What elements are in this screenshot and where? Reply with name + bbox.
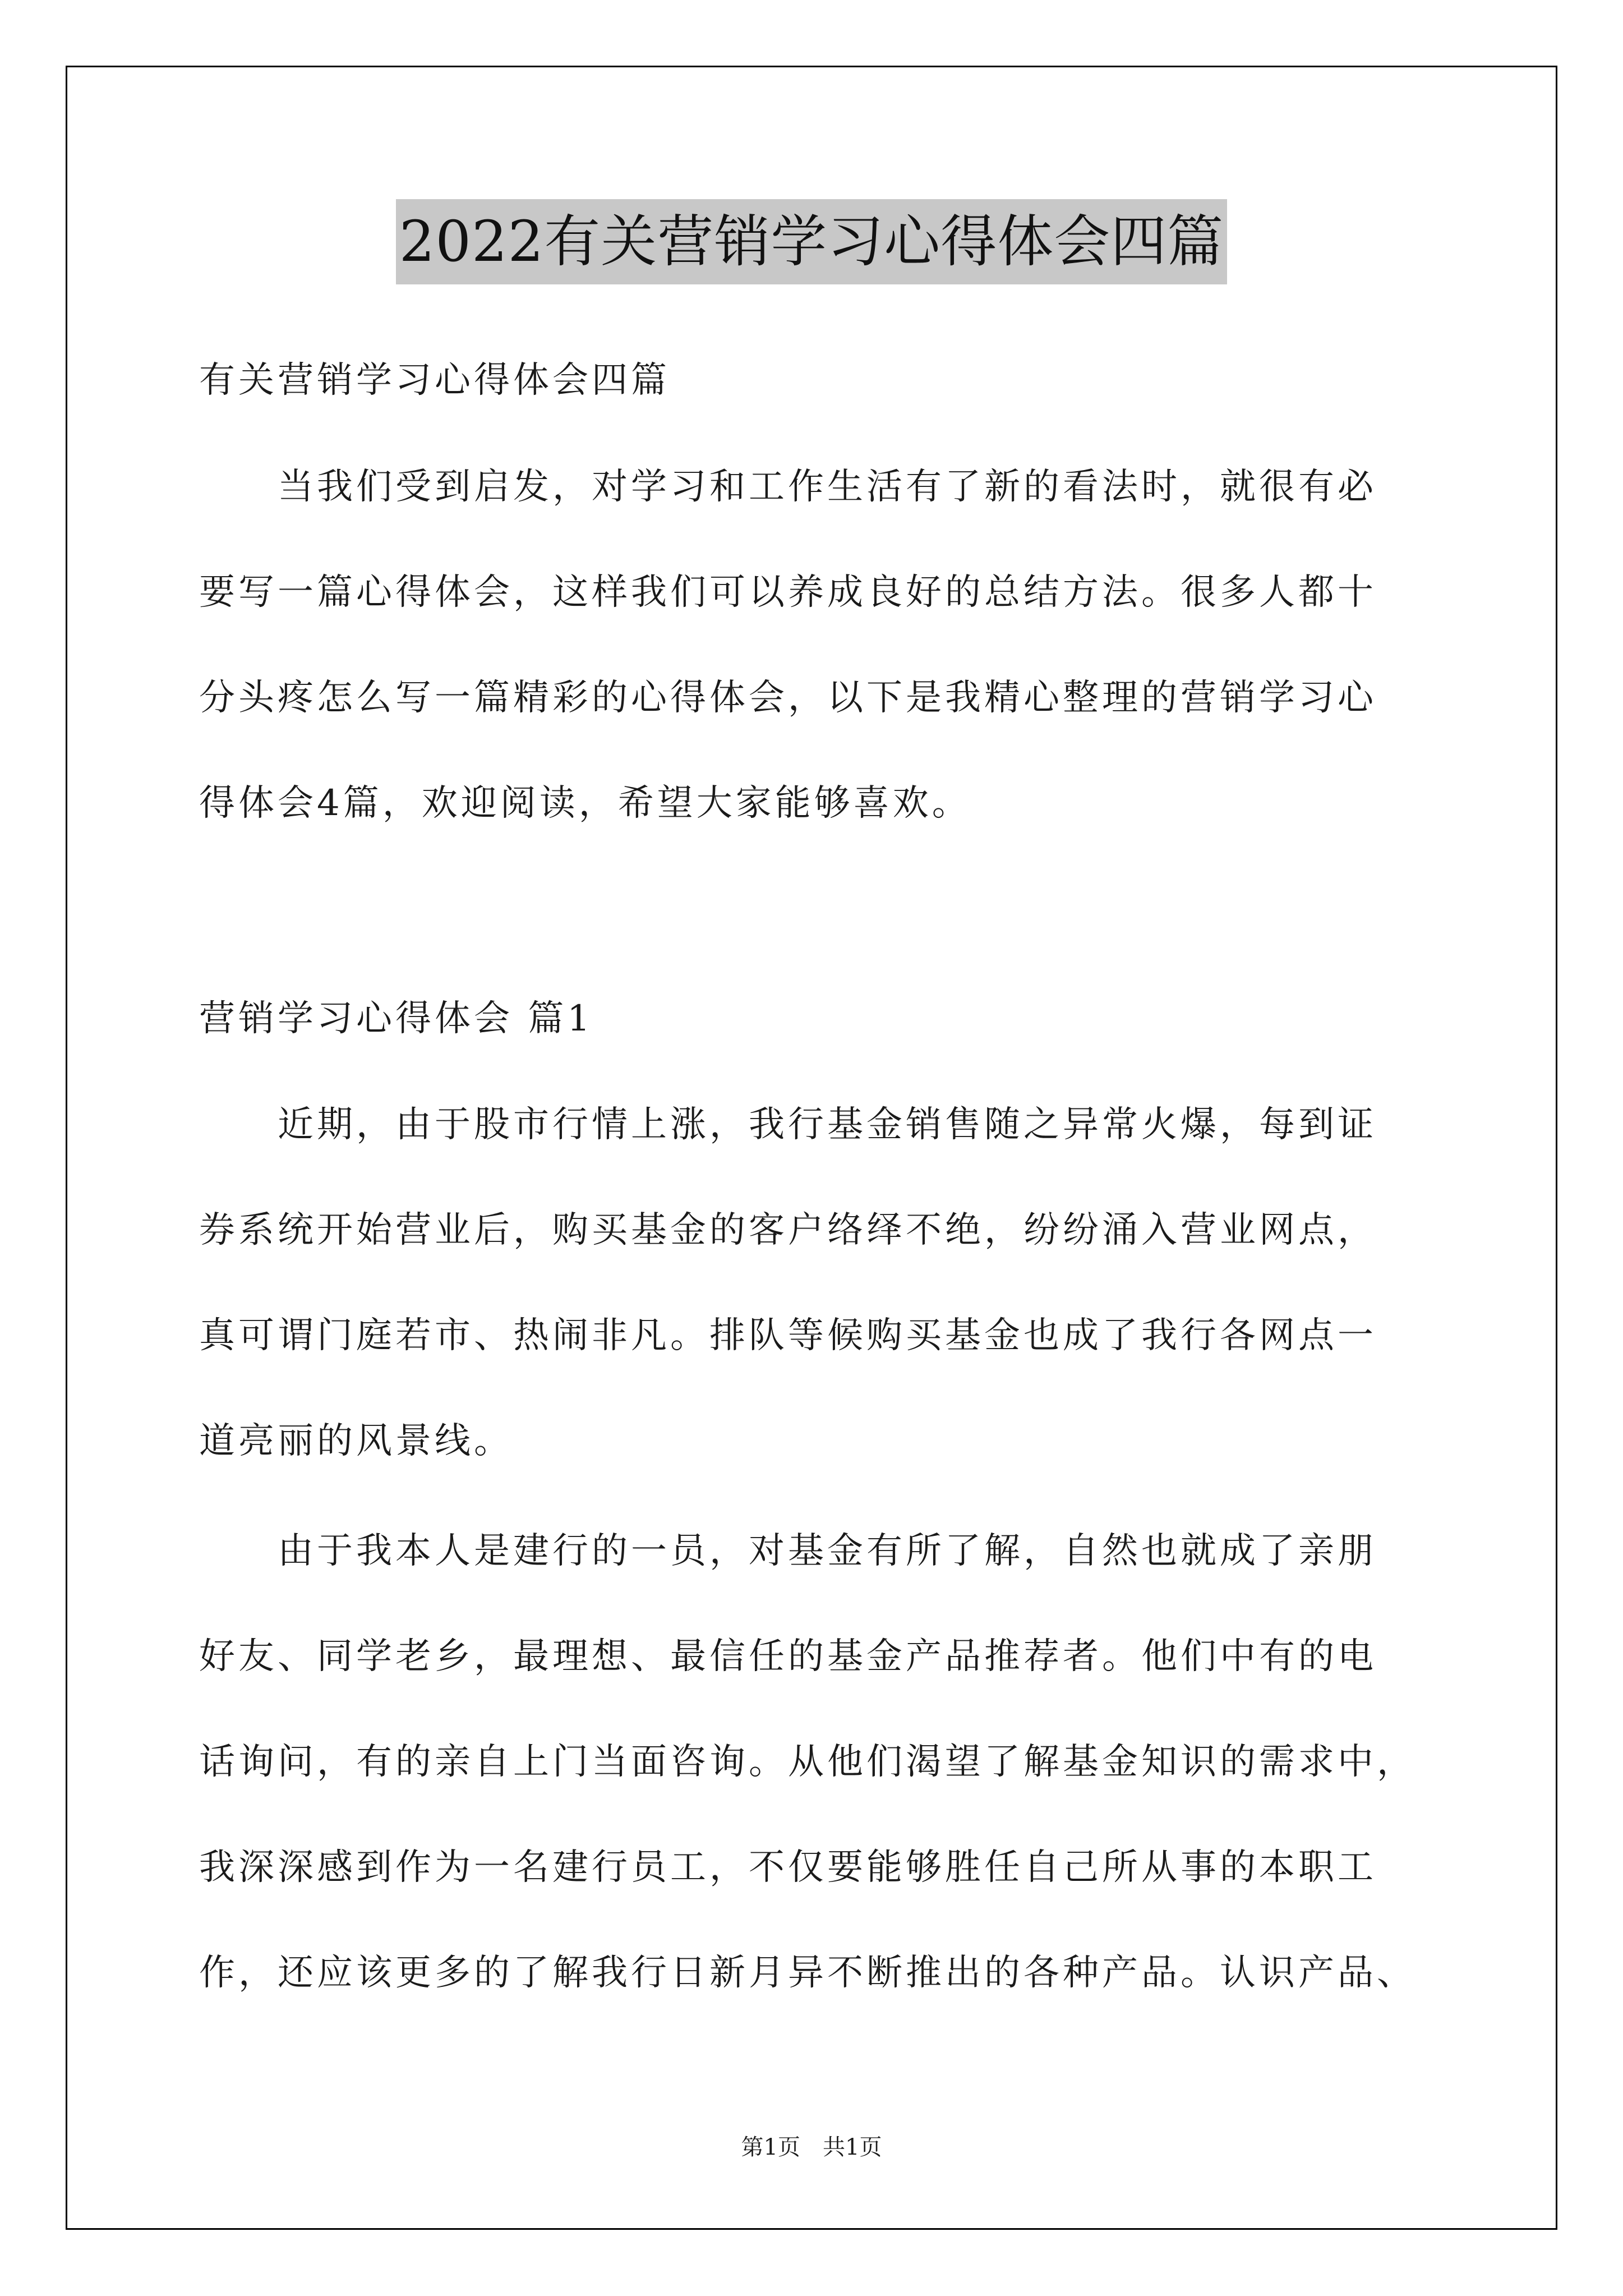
paragraph-line: 券系统开始营业后，购买基金的客户络绎不绝，纷纷涌入营业网点， bbox=[199, 1209, 1377, 1251]
page-footer: 第1页 共1页 bbox=[741, 2134, 882, 2160]
document-title: 2022有关营销学习心得体会四篇 bbox=[396, 199, 1228, 284]
paragraph-line: 我深深感到作为一名建行员工，不仅要能够胜任自己所从事的本职工 bbox=[199, 1847, 1377, 1888]
paragraph-line: 作，还应该更多的了解我行日新月异不断推出的各种产品。认识产品、 bbox=[199, 1952, 1416, 1994]
intro-line: 当我们受到启发，对学习和工作生活有了新的看法时，就很有必 bbox=[199, 466, 1377, 508]
document-heading: 有关营销学习心得体会四篇 bbox=[199, 360, 670, 401]
intro-line: 要写一篇心得体会，这样我们可以养成良好的总结方法。很多人都十 bbox=[199, 572, 1377, 613]
section-heading: 营销学习心得体会 篇1 bbox=[199, 998, 594, 1039]
paragraph-line: 由于我本人是建行的一员，对基金有所了解，自然也就成了亲朋 bbox=[199, 1530, 1377, 1572]
paragraph-line: 近期，由于股市行情上涨，我行基金销售随之异常火爆，每到证 bbox=[199, 1104, 1377, 1145]
title-container bbox=[0, 199, 1623, 284]
intro-line: 得体会4篇，欢迎阅读，希望大家能够喜欢。 bbox=[199, 783, 971, 824]
intro-line: 分头疼怎么写一篇精彩的心得体会，以下是我精心整理的营销学习心 bbox=[199, 677, 1377, 719]
paragraph-line: 话询问，有的亲自上门当面咨询。从他们渴望了解基金知识的需求中， bbox=[199, 1741, 1416, 1783]
paragraph-line: 真可谓门庭若市、热闹非凡。排队等候购买基金也成了我行各网点一 bbox=[199, 1315, 1377, 1356]
paragraph-line: 道亮丽的风景线。 bbox=[199, 1420, 513, 1462]
paragraph-line: 好友、同学老乡，最理想、最信任的基金产品推荐者。他们中有的电 bbox=[199, 1636, 1377, 1677]
